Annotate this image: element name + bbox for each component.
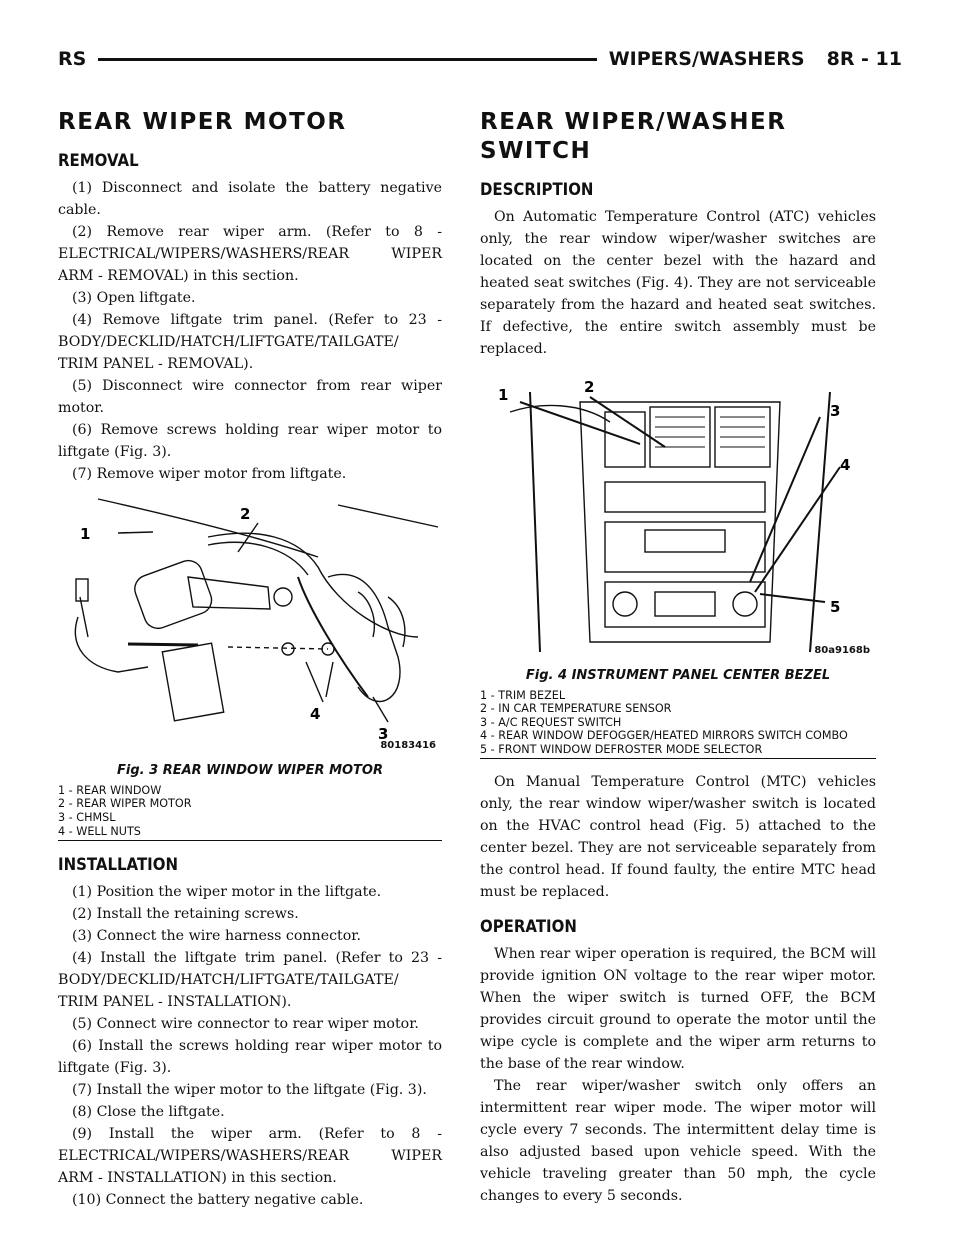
heading-removal: REMOVAL	[58, 150, 139, 171]
removal-step: (6) Remove screws holding rear wiper motor to liftgate (Fig. 3).	[58, 421, 442, 460]
callout-1: 1	[498, 385, 509, 404]
legend-item: 2 - REAR WIPER MOTOR	[58, 797, 192, 811]
legend-item: 5 - FRONT WINDOW DEFROSTER MODE SELECTOR	[480, 742, 763, 756]
callout-2: 2	[584, 377, 595, 396]
installation-step: (7) Install the wiper motor to the liftgate (Fig. 3).	[72, 1082, 427, 1099]
installation-step: (5) Connect wire connector to rear wiper motor.	[72, 1016, 419, 1033]
figure-4-title: Fig. 4 INSTRUMENT PANEL CENTER BEZEL	[525, 667, 831, 683]
description-paragraph-1: On Automatic Temperature Control (ATC) vehicles only, the rear window wiper/washer switches are located on the center bezel with the hazard and heated seat switches (Fig. 4). They are not serviceable separately from the hazard and heated seat switches. If defective, the entire switch assembly must be replaced.	[480, 208, 876, 357]
removal-step: (5) Disconnect wire connector from rear wiper motor.	[58, 377, 442, 416]
removal-step: (2) Remove rear wiper arm. (Refer to 8 - ELECTRICAL/WIPERS/WASHERS/REAR WIPER ARM - REMOVAL) in this section.	[58, 223, 442, 284]
legend-item: 2 - IN CAR TEMPERATURE SENSOR	[480, 702, 672, 716]
removal-step: (3) Open liftgate.	[72, 289, 196, 306]
legend-item: 3 - CHMSL	[58, 810, 116, 824]
figure-3-title: Fig. 3 REAR WINDOW WIPER MOTOR	[117, 762, 383, 778]
section-title-rear-wiper-motor: REAR WIPER MOTOR	[58, 109, 347, 135]
operation-paragraph-1: When rear wiper operation is required, the BCM will provide ignition ON voltage to the rear wiper motor. When the wiper switch is turned OFF, the BCM provides circuit ground to operate the motor until the wipe cycle is complete and the wiper arm returns to the base of the rear window.	[480, 946, 876, 1073]
description-paragraph-2: On Manual Temperature Control (MTC) vehicles only, the rear window wiper/washer switch is located on the HVAC control head (Fig. 5) attached to the center bezel. They are not serviceable separately from the control head. If found faulty, the entire MTC head must be replaced.	[480, 774, 876, 901]
callout-4: 4	[840, 455, 851, 474]
heading-installation: INSTALLATION	[58, 855, 178, 876]
figure-code: 80183416	[380, 739, 436, 751]
figure-3-wiper-motor	[58, 497, 442, 757]
center-bezel-illustration	[480, 372, 876, 662]
removal-steps	[58, 177, 442, 485]
figure-code: 80a9168b	[814, 644, 870, 656]
removal-step: (4) Remove liftgate trim panel. (Refer to 23 - BODY/DECKLID/HATCH/LIFTGATE/TAILGATE/ TRIM PANEL - REMOVAL).	[58, 311, 442, 372]
section-title-rear-wiper-washer-switch: REAR WIPER/WASHER SWITCH	[480, 109, 787, 164]
header-model: RS	[58, 48, 87, 70]
legend-item: 4 - WELL NUTS	[58, 824, 141, 838]
callout-4: 4	[310, 704, 321, 723]
wiper-motor-illustration	[58, 497, 442, 757]
installation-step: (10) Connect the battery negative cable.	[72, 1192, 364, 1209]
header-rule	[98, 58, 596, 61]
figure-4-center-bezel	[480, 372, 876, 662]
header-section: WIPERS/WASHERS	[608, 48, 805, 70]
right-column	[480, 108, 876, 1207]
heading-description: DESCRIPTION	[480, 179, 594, 200]
operation-paragraph-2: The rear wiper/washer switch only offers an intermittent rear wiper mode. The wiper motor will cycle every 7 seconds. The intermittent delay time is also adjusted based upon vehicle speed. With the vehicle traveling greater than 50 mph, the cycle changes to every 5 seconds.	[480, 1078, 876, 1205]
installation-step: (3) Connect the wire harness connector.	[72, 928, 362, 945]
installation-step: (2) Install the retaining screws.	[72, 906, 299, 923]
callout-3: 3	[830, 401, 841, 420]
callout-2: 2	[240, 504, 251, 523]
callout-1: 1	[80, 524, 91, 543]
installation-step: (4) Install the liftgate trim panel. (Refer to 23 - BODY/DECKLID/HATCH/LIFTGATE/TAILGATE/ TRIM PANEL - INSTALLATION).	[58, 950, 442, 1011]
left-column	[58, 108, 442, 1211]
installation-step: (8) Close the liftgate.	[72, 1104, 225, 1121]
legend-item: 1 - REAR WINDOW	[58, 783, 162, 797]
installation-step: (1) Position the wiper motor in the liftgate.	[72, 884, 382, 901]
figure-4-legend	[480, 689, 876, 760]
legend-item: 3 - A/C REQUEST SWITCH	[480, 715, 622, 729]
legend-item: 1 - TRIM BEZEL	[480, 688, 566, 702]
installation-steps	[58, 881, 442, 1211]
removal-step: (1) Disconnect and isolate the battery negative cable.	[58, 179, 442, 218]
heading-operation: OPERATION	[480, 917, 577, 938]
removal-step: (7) Remove wiper motor from liftgate.	[72, 465, 347, 482]
legend-item: 4 - REAR WINDOW DEFOGGER/HEATED MIRRORS SWITCH COMBO	[480, 729, 848, 743]
installation-step: (6) Install the screws holding rear wiper motor to liftgate (Fig. 3).	[58, 1038, 442, 1077]
header-page-number: 8R - 11	[826, 48, 902, 70]
figure-3-legend	[58, 784, 442, 841]
callout-5: 5	[830, 597, 841, 616]
callout-3: 3	[378, 724, 389, 743]
installation-step: (9) Install the wiper arm. (Refer to 8 - ELECTRICAL/WIPERS/WASHERS/REAR WIPER ARM - INSTALLATION) in this section.	[58, 1126, 442, 1187]
page-header	[58, 44, 902, 74]
